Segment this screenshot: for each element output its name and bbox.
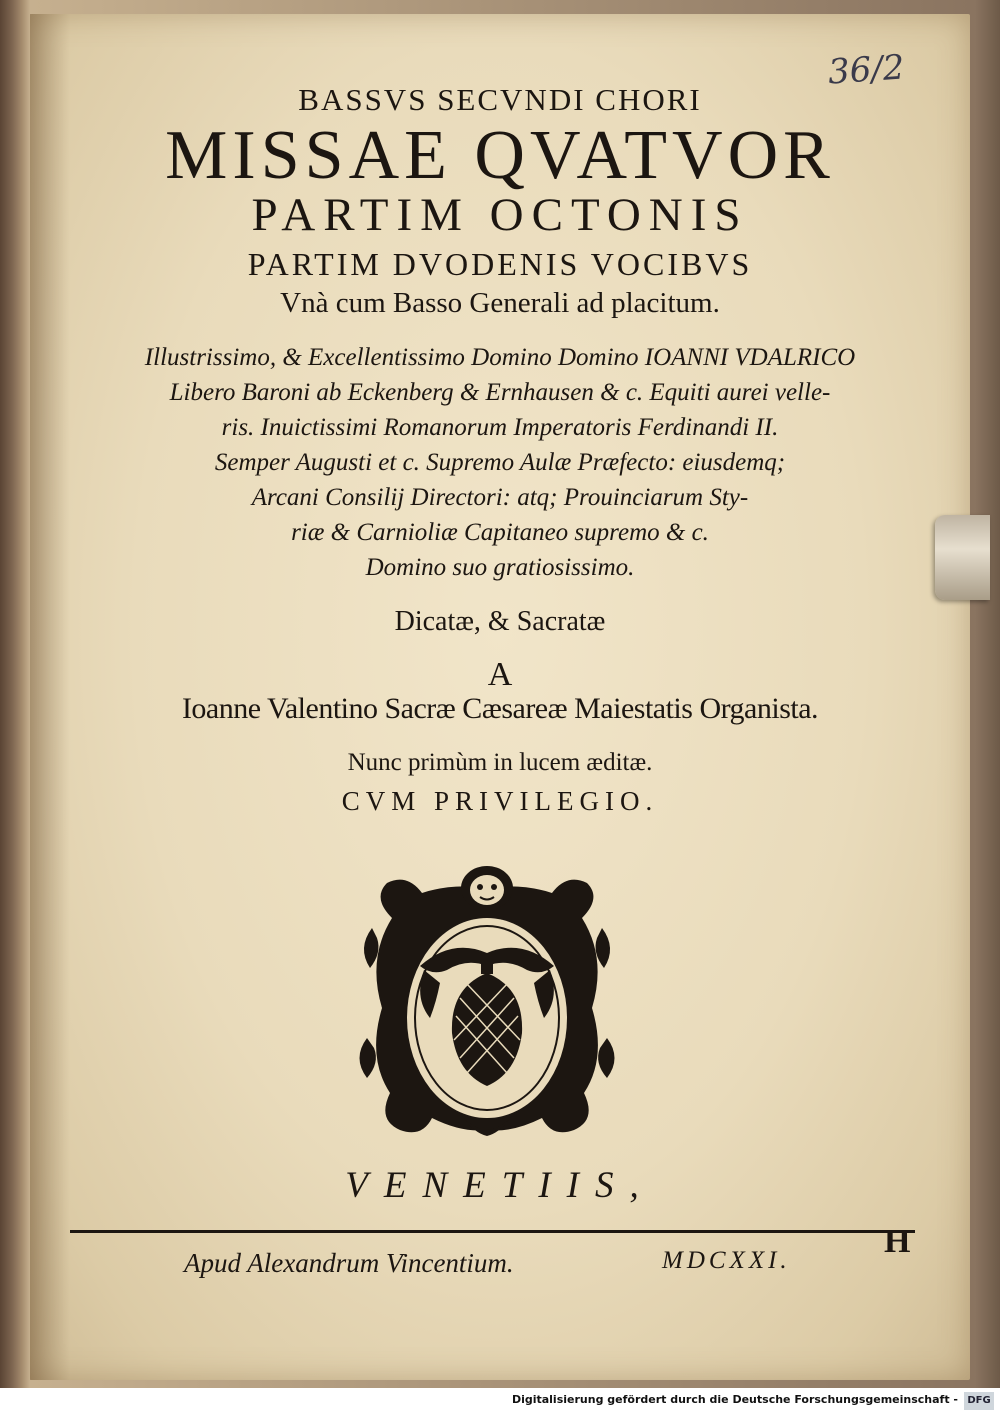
- place-of-printing: VENETIIS,: [345, 1165, 655, 1206]
- dedication-line: Semper Augusti et c. Supremo Aulæ Præfecto: eiusdemq;: [214, 449, 786, 476]
- dedication-line: Libero Baroni ab Eckenberg & Ernhausen & c. Equiti aurei velle-: [169, 379, 831, 406]
- dedication-line: Illustrissimo, & Excellentissimo Domino Domino IOANNI VDALRICO: [144, 344, 856, 371]
- printer-device-emblem: [352, 858, 622, 1148]
- dedication-line: Arcani Consilij Directori: atq; Prouinciarum Sty-: [251, 484, 749, 511]
- first-edition-line: Nunc primùm in lucem æditæ.: [347, 749, 653, 776]
- subtitle-duodenis: PARTIM DVODENIS VOCIBVS: [247, 246, 753, 282]
- a-line: A: [487, 656, 513, 693]
- printer-imprint: Apud Alexandrum Vincentium.: [184, 1248, 514, 1278]
- dicatae-line: Dicatæ, & Sacratæ: [394, 606, 606, 637]
- dfg-logo: DFG: [964, 1392, 994, 1410]
- funding-credit: Digitalisierung gefördert durch die Deutsche Forschungsgemeinschaft -: [511, 1393, 958, 1406]
- part-title: BASSVS SECVNDI CHORI: [298, 82, 702, 117]
- basso-generali-line: Vnà cum Basso Generali ad placitum.: [280, 287, 720, 319]
- privilege-line: CVM PRIVILEGIO.: [341, 786, 659, 816]
- dedication-line: Domino suo gratiosissimo.: [365, 554, 635, 581]
- shelfmark: 36/2: [826, 47, 906, 93]
- digitization-footer: [0, 1388, 1000, 1417]
- imprint-rule: [70, 1230, 915, 1233]
- signature-mark: H: [884, 1223, 911, 1260]
- dedication-block: [0, 340, 1000, 585]
- imprint-year: MDCXXI.: [662, 1247, 791, 1274]
- subtitle-octonis: PARTIM OCTONIS: [251, 189, 749, 241]
- dedication-line: riæ & Carnioliæ Capitaneo supremo & c.: [291, 519, 709, 546]
- dedication-line: ris. Inuictissimi Romanorum Imperatoris Ferdinandi II.: [221, 414, 779, 441]
- main-title: MISSAE QVATVOR: [165, 117, 835, 194]
- author-line: Ioanne Valentino Sacræ Cæsareæ Maiestatis Organista.: [181, 692, 819, 725]
